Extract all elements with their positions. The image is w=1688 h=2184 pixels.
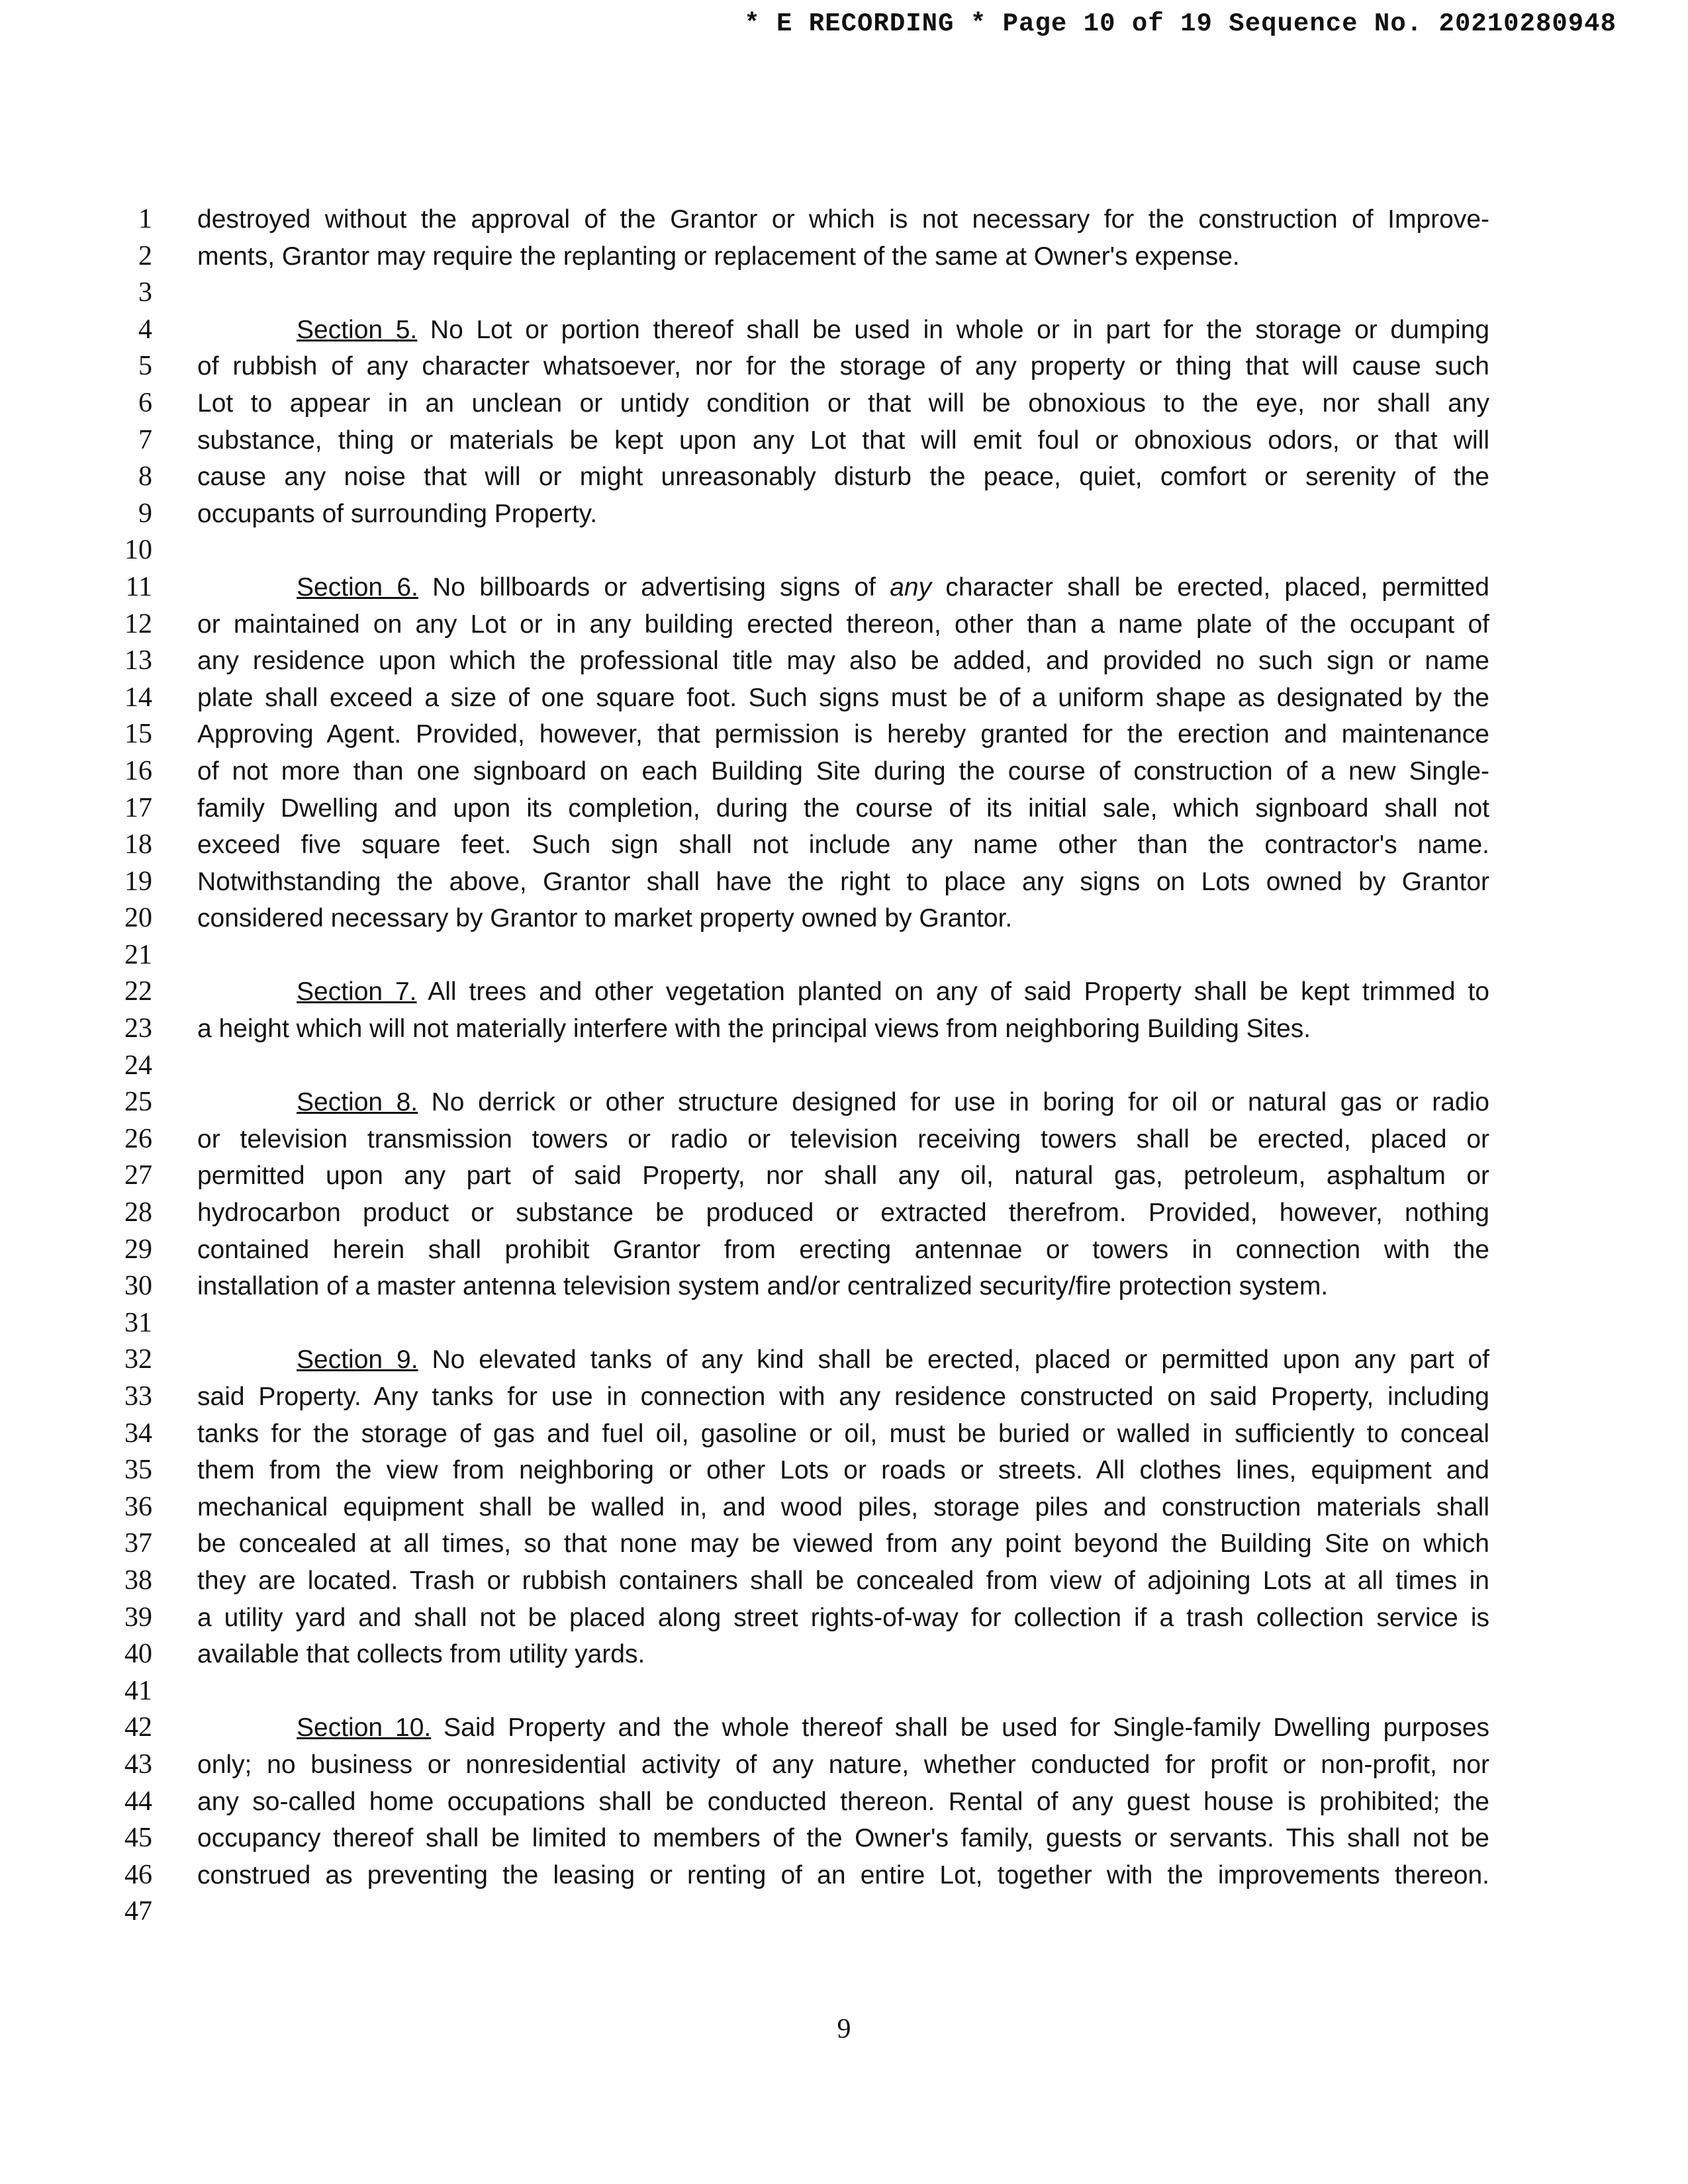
line-number: 13 (124, 645, 152, 676)
section-heading: Section 9. (297, 1345, 418, 1375)
line-number: 45 (124, 1823, 152, 1854)
line-number-column (99, 201, 152, 1931)
line-number: 11 (125, 571, 152, 602)
text-line (197, 238, 1489, 275)
line-number: 12 (124, 608, 152, 639)
line-number: 34 (124, 1418, 152, 1449)
line-text: available that collects from utility yards. (197, 1640, 645, 1669)
line-number: 17 (124, 792, 152, 823)
line-number: 22 (124, 976, 152, 1007)
line-text: cause any noise that will or might unreasonably disturb the peace, quiet, comfort or serenity of the (197, 463, 1489, 492)
line-number: 30 (124, 1271, 152, 1302)
section-first-line (197, 974, 1489, 1011)
line-number: 25 (124, 1087, 152, 1118)
line-text: or maintained on any Lot or in any building erected thereon, other than a name plate of the occupant of (197, 610, 1489, 639)
line-number: 7 (138, 424, 152, 455)
line-number: 36 (124, 1491, 152, 1522)
line-number: 19 (124, 866, 152, 897)
line-text: a height which will not materially interfere with the principal views from neighboring Building Sites. (197, 1015, 1311, 1044)
text-line (197, 1636, 1489, 1673)
text-line (197, 606, 1489, 643)
text-line (197, 1563, 1489, 1600)
line-text: destroyed without the approval of the Grantor or which is not necessary for the construction of Improve- (197, 205, 1489, 234)
text-line (197, 1452, 1489, 1489)
line-number: 35 (124, 1455, 152, 1486)
line-number: 47 (124, 1896, 152, 1927)
line-text: substance, thing or materials be kept upon any Lot that will emit foul or obnoxious odors, or that will (197, 426, 1489, 455)
line-text: contained herein shall prohibit Grantor from erecting antennae or towers in connection with the (197, 1235, 1489, 1264)
line-text: No billboards or advertising signs of any character shall be erected, placed, permitted (418, 572, 1489, 602)
section-first-line (197, 1342, 1489, 1379)
line-text: installation of a master antenna television system and/or centralized security/fire protection system. (197, 1272, 1329, 1301)
line-text: be concealed at all times, so that none may be viewed from any point beyond the Building Site on which (197, 1529, 1489, 1559)
text-line (197, 1305, 1489, 1342)
text-line (197, 1857, 1489, 1894)
text-line (197, 1893, 1489, 1931)
line-number: 5 (138, 351, 152, 382)
line-text: No Lot or portion thereof shall be used in whole or in part for the storage or dumping (417, 315, 1490, 344)
line-text: any so-called home occupations shall be conducted thereon. Rental of any guest house is prohibited; the (197, 1787, 1489, 1816)
text-line (197, 716, 1489, 753)
line-number: 24 (124, 1050, 152, 1081)
line-number: 3 (138, 277, 152, 308)
text-line (197, 532, 1489, 569)
text-line (197, 422, 1489, 459)
text-line (197, 1489, 1489, 1526)
document-body (197, 201, 1489, 1931)
line-text: Lot to appear in an unclean or untidy condition or that will be obnoxious to the eye, nor shall any (197, 388, 1489, 418)
line-number: 46 (124, 1859, 152, 1890)
text-line (197, 1747, 1489, 1784)
text-line (197, 1048, 1489, 1085)
line-text: tanks for the storage of gas and fuel oil, gasoline or oil, must be buried or walled in sufficiently to conceal (197, 1419, 1489, 1448)
line-number: 43 (124, 1749, 152, 1780)
line-number: 44 (124, 1786, 152, 1817)
text-line (197, 827, 1489, 864)
text-line (197, 385, 1489, 422)
text-line (197, 1379, 1489, 1416)
section-first-line (197, 312, 1489, 349)
text-line (197, 864, 1489, 901)
line-text: exceed five square feet. Such sign shall not include any name other than the contractor's name. (197, 831, 1489, 860)
line-number: 4 (138, 314, 152, 345)
line-text: plate shall exceed a size of one square foot. Such signs must be of a uniform shape as designated by the (197, 683, 1489, 712)
line-text: No elevated tanks of any kind shall be erected, placed or permitted upon any part of (418, 1345, 1489, 1375)
text-line (197, 1673, 1489, 1710)
line-number: 6 (138, 387, 152, 418)
line-text: permitted upon any part of said Property, nor shall any oil, natural gas, petroleum, asphaltum or (197, 1161, 1489, 1191)
text-line (197, 1121, 1489, 1158)
line-number: 41 (124, 1675, 152, 1706)
text-line (197, 790, 1489, 827)
line-number: 8 (138, 461, 152, 492)
text-line (197, 1158, 1489, 1195)
line-text: only; no business or nonresidential activity of any nature, whether conducted for profit or non-profit, nor (197, 1750, 1489, 1779)
text-line (197, 753, 1489, 790)
text-line (197, 1011, 1489, 1048)
line-number: 14 (124, 682, 152, 713)
text-line (197, 937, 1489, 974)
section-first-line (197, 1084, 1489, 1121)
text-line (197, 459, 1489, 496)
line-text: mechanical equipment shall be walled in, and wood piles, storage piles and construction materials shall (197, 1492, 1489, 1522)
line-text: or television transmission towers or radio or television receiving towers shall be erected, placed or (197, 1124, 1489, 1154)
line-number: 23 (124, 1013, 152, 1044)
section-heading: Section 6. (297, 572, 418, 602)
section-heading: Section 5. (297, 315, 418, 344)
line-number: 9 (138, 498, 152, 529)
text-line (197, 1416, 1489, 1453)
line-text: considered necessary by Grantor to market property owned by Grantor. (197, 904, 1013, 933)
line-number: 1 (138, 204, 152, 234)
text-line (197, 1232, 1489, 1269)
text-line (197, 1820, 1489, 1857)
line-number: 37 (124, 1528, 152, 1559)
line-text: hydrocarbon product or substance be produced or extracted therefrom. Provided, however, nothing (197, 1199, 1489, 1228)
section-heading: Section 8. (297, 1088, 418, 1117)
line-number: 2 (138, 240, 152, 271)
page-number: 9 (837, 2014, 851, 2044)
text-line (197, 1525, 1489, 1563)
line-text: of rubbish of any character whatsoever, nor for the storage of any property or thing that will cause such (197, 352, 1489, 381)
line-number: 31 (124, 1307, 152, 1338)
line-number: 21 (124, 939, 152, 970)
line-text: occupancy thereof shall be limited to members of the Owner's family, guests or servants. This shall not be (197, 1824, 1489, 1853)
line-number: 27 (124, 1160, 152, 1191)
section-first-line (197, 1709, 1489, 1747)
line-number: 20 (124, 903, 152, 934)
section-heading: Section 7. (297, 978, 417, 1007)
line-text: family Dwelling and upon its completion, during the course of its initial sale, which signboard shall not (197, 794, 1489, 823)
text-line (197, 900, 1489, 937)
line-text: construed as preventing the leasing or renting of an entire Lot, together with the improvements thereon. (197, 1860, 1489, 1889)
text-line (197, 1195, 1489, 1232)
line-text: No derrick or other structure designed for use in boring for oil or natural gas or radio (418, 1088, 1489, 1117)
line-text: Notwithstanding the above, Grantor shall have the right to place any signs on Lots owned by Grantor (197, 867, 1489, 896)
line-number: 10 (124, 535, 152, 566)
line-number: 42 (124, 1712, 152, 1743)
line-number: 32 (124, 1344, 152, 1375)
section-heading: Section 10. (297, 1713, 432, 1743)
line-text: Approving Agent. Provided, however, that permission is hereby granted for the erection and maintenance (197, 720, 1489, 749)
line-text: them from the view from neighboring or other Lots or roads or streets. All clothes lines, equipment and (197, 1456, 1489, 1485)
line-text: occupants of surrounding Property. (197, 499, 598, 528)
line-text: ments, Grantor may require the replanting or replacement of the same at Owner's expense. (197, 242, 1240, 271)
recording-header: * E RECORDING * Page 10 of 19 Sequence No. 20210280948 (744, 9, 1617, 38)
line-number: 29 (124, 1234, 152, 1265)
line-number: 38 (124, 1565, 152, 1596)
line-text: of not more than one signboard on each Building Site during the course of construction of a new Single- (197, 756, 1489, 786)
text-line (197, 201, 1489, 238)
text-line (197, 348, 1489, 385)
line-text: they are located. Trash or rubbish containers shall be concealed from view of adjoining Lots at all times in (197, 1566, 1489, 1595)
line-number: 15 (124, 719, 152, 750)
text-line (197, 643, 1489, 680)
section-first-line (197, 569, 1489, 606)
line-number: 18 (124, 829, 152, 860)
text-line (197, 1600, 1489, 1637)
line-number: 16 (124, 755, 152, 786)
line-number: 26 (124, 1123, 152, 1154)
text-line (197, 1268, 1489, 1305)
text-line (197, 275, 1489, 312)
line-text: any residence upon which the professional title may also be added, and provided no such sign or name (197, 647, 1489, 676)
text-line (197, 496, 1489, 533)
text-line (197, 680, 1489, 717)
line-text: All trees and other vegetation planted on any of said Property shall be kept trimmed to (416, 978, 1489, 1007)
line-number: 33 (124, 1381, 152, 1412)
line-text: Said Property and the whole thereof shall be used for Single-family Dwelling purposes (431, 1713, 1490, 1743)
text-line (197, 1784, 1489, 1821)
line-number: 28 (124, 1197, 152, 1228)
line-text: a utility yard and shall not be placed along street rights-of-way for collection if a trash collection service is (197, 1603, 1489, 1632)
line-text: said Property. Any tanks for use in connection with any residence constructed on said Property, including (197, 1383, 1489, 1411)
line-number: 40 (124, 1639, 152, 1670)
line-number: 39 (124, 1602, 152, 1633)
